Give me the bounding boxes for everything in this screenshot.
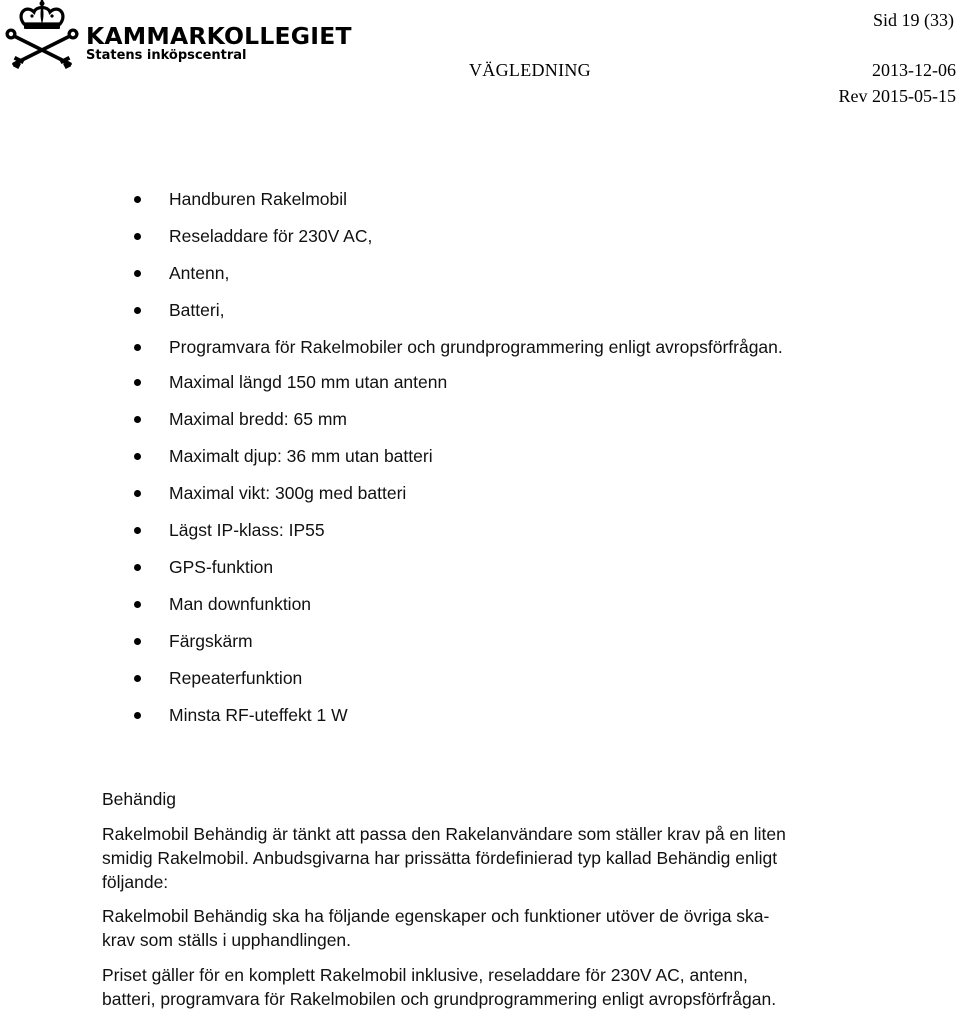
list-item: Maximal vikt: 300g med batteri [0,481,960,505]
document-date: 2013-12-06 [872,60,956,80]
list-item: Lägst IP-klass: IP55 [0,518,960,542]
list-item: Färgskärm [0,629,960,653]
list-item: Man downfunktion [0,592,960,616]
bullet-icon [134,638,141,645]
list-item: Maximal längd 150 mm utan antenn [0,370,960,394]
list-item: Handburen Rakelmobil [0,187,960,211]
list-item: Minsta RF-uteffekt 1 W [0,703,960,727]
document-type: VÄGLEDNING [469,60,591,80]
bullet-icon [134,307,141,314]
requirements-list [0,187,960,740]
bullet-icon [134,233,141,240]
bullet-icon [134,196,141,203]
bullet-icon [134,601,141,608]
bullet-icon [134,564,141,571]
bullet-icon [134,270,141,277]
bullet-icon [134,379,141,386]
bullet-icon [134,527,141,534]
list-item: GPS-funktion [0,555,960,579]
bullet-icon [134,344,141,351]
bullet-icon [134,453,141,460]
logo-wordmark: KAMMARKOLLEGIET [86,22,352,50]
logo-subtitle: Statens inköpscentral [86,48,247,63]
list-item: Programvara för Rakelmobiler och grundprogrammering enligt avropsförfrågan. [0,335,960,359]
crown-and-keys-emblem-icon [2,0,82,70]
list-item: Antenn, [0,261,960,285]
paragraph-pricing: Priset gäller för en komplett Rakelmobil inklusive, reseladdare för 230V AC, antenn, batteri, programvara för Rakelmobilen och grundprogrammering enligt avropsförfrågan. [102,965,777,1009]
bullet-icon [134,675,141,682]
bullet-icon [134,712,141,719]
bullet-icon [134,490,141,497]
page-number: Sid 19 (33) [873,10,954,30]
bullet-icon [134,416,141,423]
paragraph-requirements: Rakelmobil Behändig ska ha följande egenskaper och funktioner utöver de övriga ska-krav som ställs i upphandlingen. [102,906,770,950]
list-item: Maximal bredd: 65 mm [0,407,960,431]
section-heading: Behändig [102,789,176,809]
list-item: Repeaterfunktion [0,666,960,690]
document-revision: Rev 2015-05-15 [838,86,956,106]
kammarkollegiet-logo [2,0,352,70]
list-item: Maximalt djup: 36 mm utan batteri [0,444,960,468]
paragraph-description: Rakelmobil Behändig är tänkt att passa den Rakelanvändare som ställer krav på en liten smidig Rakelmobil. Anbudsgivarna har prissätta fördefinierad typ kallad Behändig enligt följande: [102,824,786,892]
list-item: Reseladdare för 230V AC, [0,224,960,248]
list-item: Batteri, [0,298,960,322]
